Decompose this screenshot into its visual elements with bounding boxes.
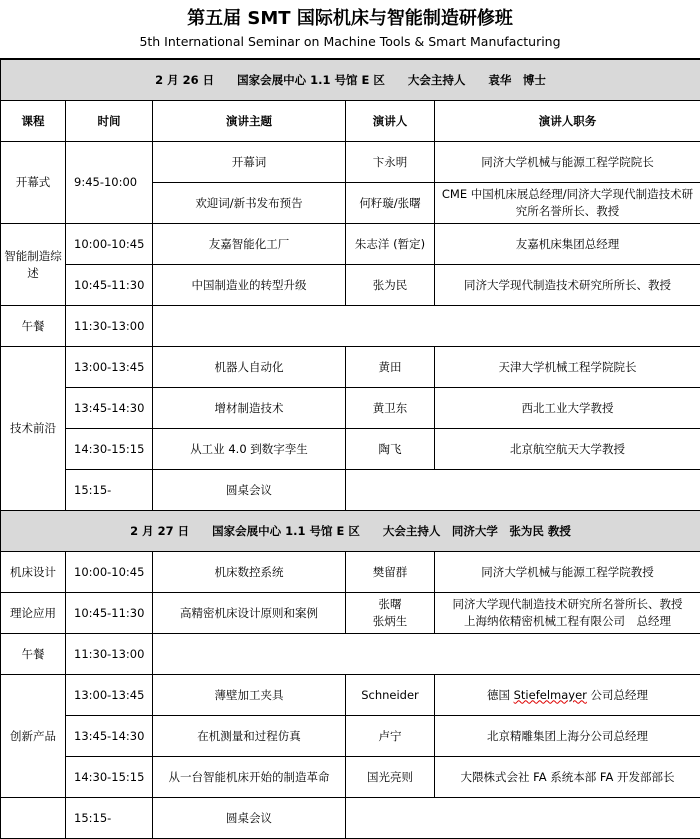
col-topic-header: 演讲主题 (153, 101, 346, 142)
time-cell: 13:45-14:30 (66, 716, 153, 757)
course-cell: 午餐 (1, 634, 66, 675)
empty-cell (346, 470, 700, 511)
time-cell: 10:00-10:45 (66, 224, 153, 265)
day1-banner-row (1, 60, 700, 101)
time-cell: 14:30-15:15 (66, 757, 153, 798)
table-row (1, 429, 700, 470)
col-speaker-header: 演讲人 (346, 101, 435, 142)
position-cell: 天津大学机械工程学院院长 (435, 347, 700, 388)
table-row (1, 593, 700, 634)
speaker-cell: 卞永明 (346, 142, 435, 183)
speaker-cell: 陶飞 (346, 429, 435, 470)
position-cell: 友嘉机床集团总经理 (435, 224, 700, 265)
empty-cell (153, 306, 700, 347)
table-row (1, 142, 700, 183)
course-cell: 理论应用 (1, 593, 66, 634)
speaker-cell: Schneider (346, 675, 435, 716)
course-cell: 机床设计 (1, 552, 66, 593)
topic-cell: 友嘉智能化工厂 (153, 224, 346, 265)
position-cell: 西北工业大学教授 (435, 388, 700, 429)
time-cell: 11:30-13:00 (66, 634, 153, 675)
position-text: 德国 (487, 688, 514, 702)
table-row (1, 716, 700, 757)
table-row (1, 388, 700, 429)
table-row (1, 347, 700, 388)
course-cell: 开幕式 (1, 142, 66, 224)
column-header-row (1, 101, 700, 142)
table-row (1, 470, 700, 511)
speaker-cell: 黄卫东 (346, 388, 435, 429)
topic-cell: 在机测量和过程仿真 (153, 716, 346, 757)
time-cell: 9:45-10:00 (66, 142, 153, 224)
speaker-cell: 卢宁 (346, 716, 435, 757)
course-cell: 创新产品 (1, 675, 66, 798)
time-cell: 10:45-11:30 (66, 265, 153, 306)
col-position-header: 演讲人职务 (435, 101, 700, 142)
position-cell: 北京航空航天大学教授 (435, 429, 700, 470)
table-row (1, 798, 700, 839)
schedule-table (0, 59, 700, 839)
topic-cell: 圆桌会议 (153, 470, 346, 511)
speaker-cell: 张为民 (346, 265, 435, 306)
table-row (1, 675, 700, 716)
course-cell: 智能制造综述 (1, 224, 66, 306)
empty-cell (346, 798, 700, 839)
day2-banner: 2 月 27 日 国家会展中心 1.1 号馆 E 区 大会主持人 同济大学 张为民 教授 (1, 511, 700, 552)
empty-cell (1, 798, 66, 839)
course-cell: 技术前沿 (1, 347, 66, 511)
col-course-header: 课程 (1, 101, 66, 142)
speaker-cell (346, 593, 435, 634)
course-cell: 午餐 (1, 306, 66, 347)
time-cell: 10:00-10:45 (66, 552, 153, 593)
time-cell: 15:15- (66, 798, 153, 839)
empty-cell (153, 634, 700, 675)
page-subtitle: 5th International Seminar on Machine Tools & Smart Manufacturing (0, 30, 700, 51)
topic-cell: 机器人自动化 (153, 347, 346, 388)
position-cell: CME 中国机床展总经理/同济大学现代制造技术研究所名誉所长、教授 (435, 183, 700, 224)
position-line: 同济大学现代制造技术研究所名誉所长、教授 (438, 596, 697, 613)
time-cell: 13:00-13:45 (66, 675, 153, 716)
position-cell: 同济大学机械与能源工程学院教授 (435, 552, 700, 593)
time-cell: 14:30-15:15 (66, 429, 153, 470)
day1-banner: 2 月 26 日 国家会展中心 1.1 号馆 E 区 大会主持人 袁华 博士 (1, 60, 700, 101)
page-header (0, 0, 700, 59)
speaker-cell: 国光亮则 (346, 757, 435, 798)
position-cell: 同济大学现代制造技术研究所所长、教授 (435, 265, 700, 306)
time-cell: 11:30-13:00 (66, 306, 153, 347)
topic-cell: 从工业 4.0 到数字孪生 (153, 429, 346, 470)
table-row (1, 306, 700, 347)
topic-cell: 开幕词 (153, 142, 346, 183)
position-cell (435, 675, 700, 716)
position-cell: 大隈株式会社 FA 系统本部 FA 开发部部长 (435, 757, 700, 798)
speaker-line: 张炳生 (349, 613, 431, 630)
speaker-line: 张曙 (349, 596, 431, 613)
topic-cell: 高精密机床设计原则和案例 (153, 593, 346, 634)
table-row (1, 224, 700, 265)
speaker-cell: 樊留群 (346, 552, 435, 593)
position-cell (435, 593, 700, 634)
day2-banner-row (1, 511, 700, 552)
time-cell: 10:45-11:30 (66, 593, 153, 634)
time-cell: 13:00-13:45 (66, 347, 153, 388)
table-row (1, 265, 700, 306)
table-row (1, 757, 700, 798)
position-cell: 同济大学机械与能源工程学院院长 (435, 142, 700, 183)
time-cell: 15:15- (66, 470, 153, 511)
topic-cell: 中国制造业的转型升级 (153, 265, 346, 306)
topic-cell: 增材制造技术 (153, 388, 346, 429)
topic-cell: 薄壁加工夹具 (153, 675, 346, 716)
speaker-cell: 黄田 (346, 347, 435, 388)
time-cell: 13:45-14:30 (66, 388, 153, 429)
topic-cell: 机床数控系统 (153, 552, 346, 593)
speaker-cell: 何籽璇/张曙 (346, 183, 435, 224)
position-line: 上海纳依精密机械工程有限公司 总经理 (438, 613, 697, 630)
page-title: 第五届 SMT 国际机床与智能制造研修班 (0, 0, 700, 30)
position-text: 公司总经理 (587, 688, 648, 702)
position-cell: 北京精雕集团上海分公司总经理 (435, 716, 700, 757)
speaker-cell: 朱志洋 (暂定) (346, 224, 435, 265)
table-row (1, 634, 700, 675)
col-time-header: 时间 (66, 101, 153, 142)
topic-cell: 从一台智能机床开始的制造革命 (153, 757, 346, 798)
topic-cell: 圆桌会议 (153, 798, 346, 839)
table-row (1, 552, 700, 593)
topic-cell: 欢迎词/新书发布预告 (153, 183, 346, 224)
brand-name: Stiefelmayer (514, 688, 587, 702)
